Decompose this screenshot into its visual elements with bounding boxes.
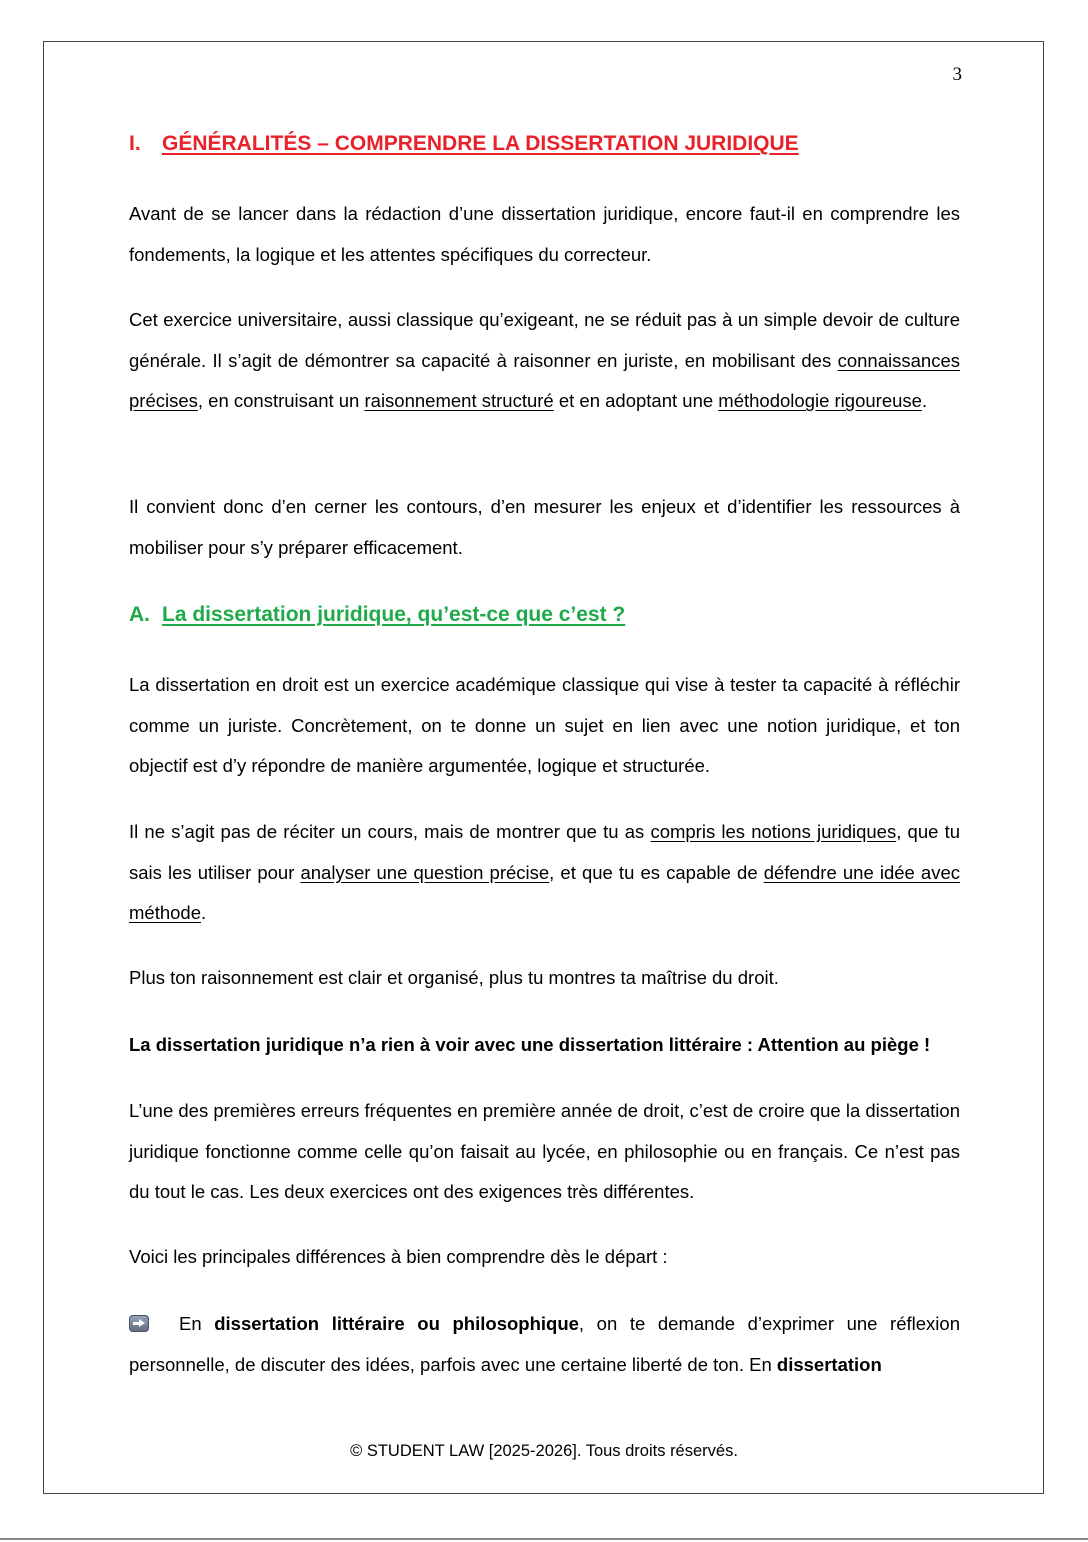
section-number: I.	[129, 132, 141, 155]
paragraph-1: Avant de se lancer dans la rédaction d’une dissertation juridique, encore faut-il en comprendre les fondements, la logique et les attentes spécifiques du correcteur.	[129, 203, 960, 265]
bold-warning: La dissertation juridique n’a rien à voir avec une dissertation littéraire : Attention au piège !	[129, 1034, 931, 1055]
underlined-phrase: analyser une question précise	[300, 861, 550, 883]
bullet-paragraph: En dissertation littéraire ou philosophique, on te demande d’exprimer une réflexion personnelle, de discuter des idées, parfois avec une certaine liberté de ton. En dissertation	[129, 1313, 960, 1375]
subsection-title: La dissertation juridique, qu’est-ce que c’est ?	[162, 603, 626, 626]
arrow-right-icon	[129, 1315, 149, 1332]
section-heading	[129, 128, 960, 160]
paragraph-3: Il convient donc d’en cerner les contours, d’en mesurer les enjeux et d’identifier les ressources à mobiliser pour s’y préparer efficacement.	[129, 496, 960, 558]
subsection-heading	[129, 599, 960, 631]
underlined-phrase: connaissances précises	[129, 349, 960, 411]
paragraph-4: La dissertation en droit est un exercice académique classique qui vise à tester ta capacité à réfléchir comme un juriste. Concrètement, on te donne un sujet en lien avec une notion juridique, et ton objectif est d’y répondre de manière argumentée, logique et structurée.	[129, 674, 960, 776]
underlined-phrase: compris les notions juridiques	[650, 821, 897, 842]
underlined-phrase: méthodologie rigoureuse	[718, 390, 922, 411]
underlined-phrase: défendre une idée avec méthode	[129, 861, 960, 923]
paragraph-8: L’une des premières erreurs fréquentes en première année de droit, c’est de croire que la dissertation juridique fonctionne comme celle qu’on faisait au lycée, en philosophie ou en français. Ce n’est pas du tout le cas. Les deux exercices ont des exigences très différentes.	[129, 1100, 960, 1202]
paragraph-5: Il ne s’agit pas de réciter un cours, mais de montrer que tu as compris les notions juridiques, que tu sais les utiliser pour analyser une question précise, et que tu es capable de défendre une idée avec méthode.	[129, 821, 961, 923]
copyright-footer: © STUDENT LAW [2025-2026]. Tous droits réservés.	[350, 1442, 738, 1460]
subsection-number: A.	[129, 603, 150, 626]
section-title: GÉNÉRALITÉS – COMPRENDRE LA DISSERTATION JURIDIQUE	[162, 132, 799, 155]
paragraph-6: Plus ton raisonnement est clair et organisé, plus tu montres ta maîtrise du droit.	[129, 967, 779, 988]
bottom-divider	[0, 1538, 1088, 1540]
page-number: 3	[952, 64, 962, 85]
underlined-phrase: raisonnement structuré	[364, 390, 554, 411]
paragraph-9: Voici les principales différences à bien comprendre dès le départ :	[129, 1246, 668, 1267]
paragraph-2: Cet exercice universitaire, aussi classique qu’exigeant, ne se réduit pas à un simple devoir de culture générale. Il s’agit de démontrer sa capacité à raisonner en juriste, en mobilisant des connaissances précises, en construisant un raisonnement structuré et en adoptant une méthodologie rigoureuse.	[129, 309, 960, 411]
